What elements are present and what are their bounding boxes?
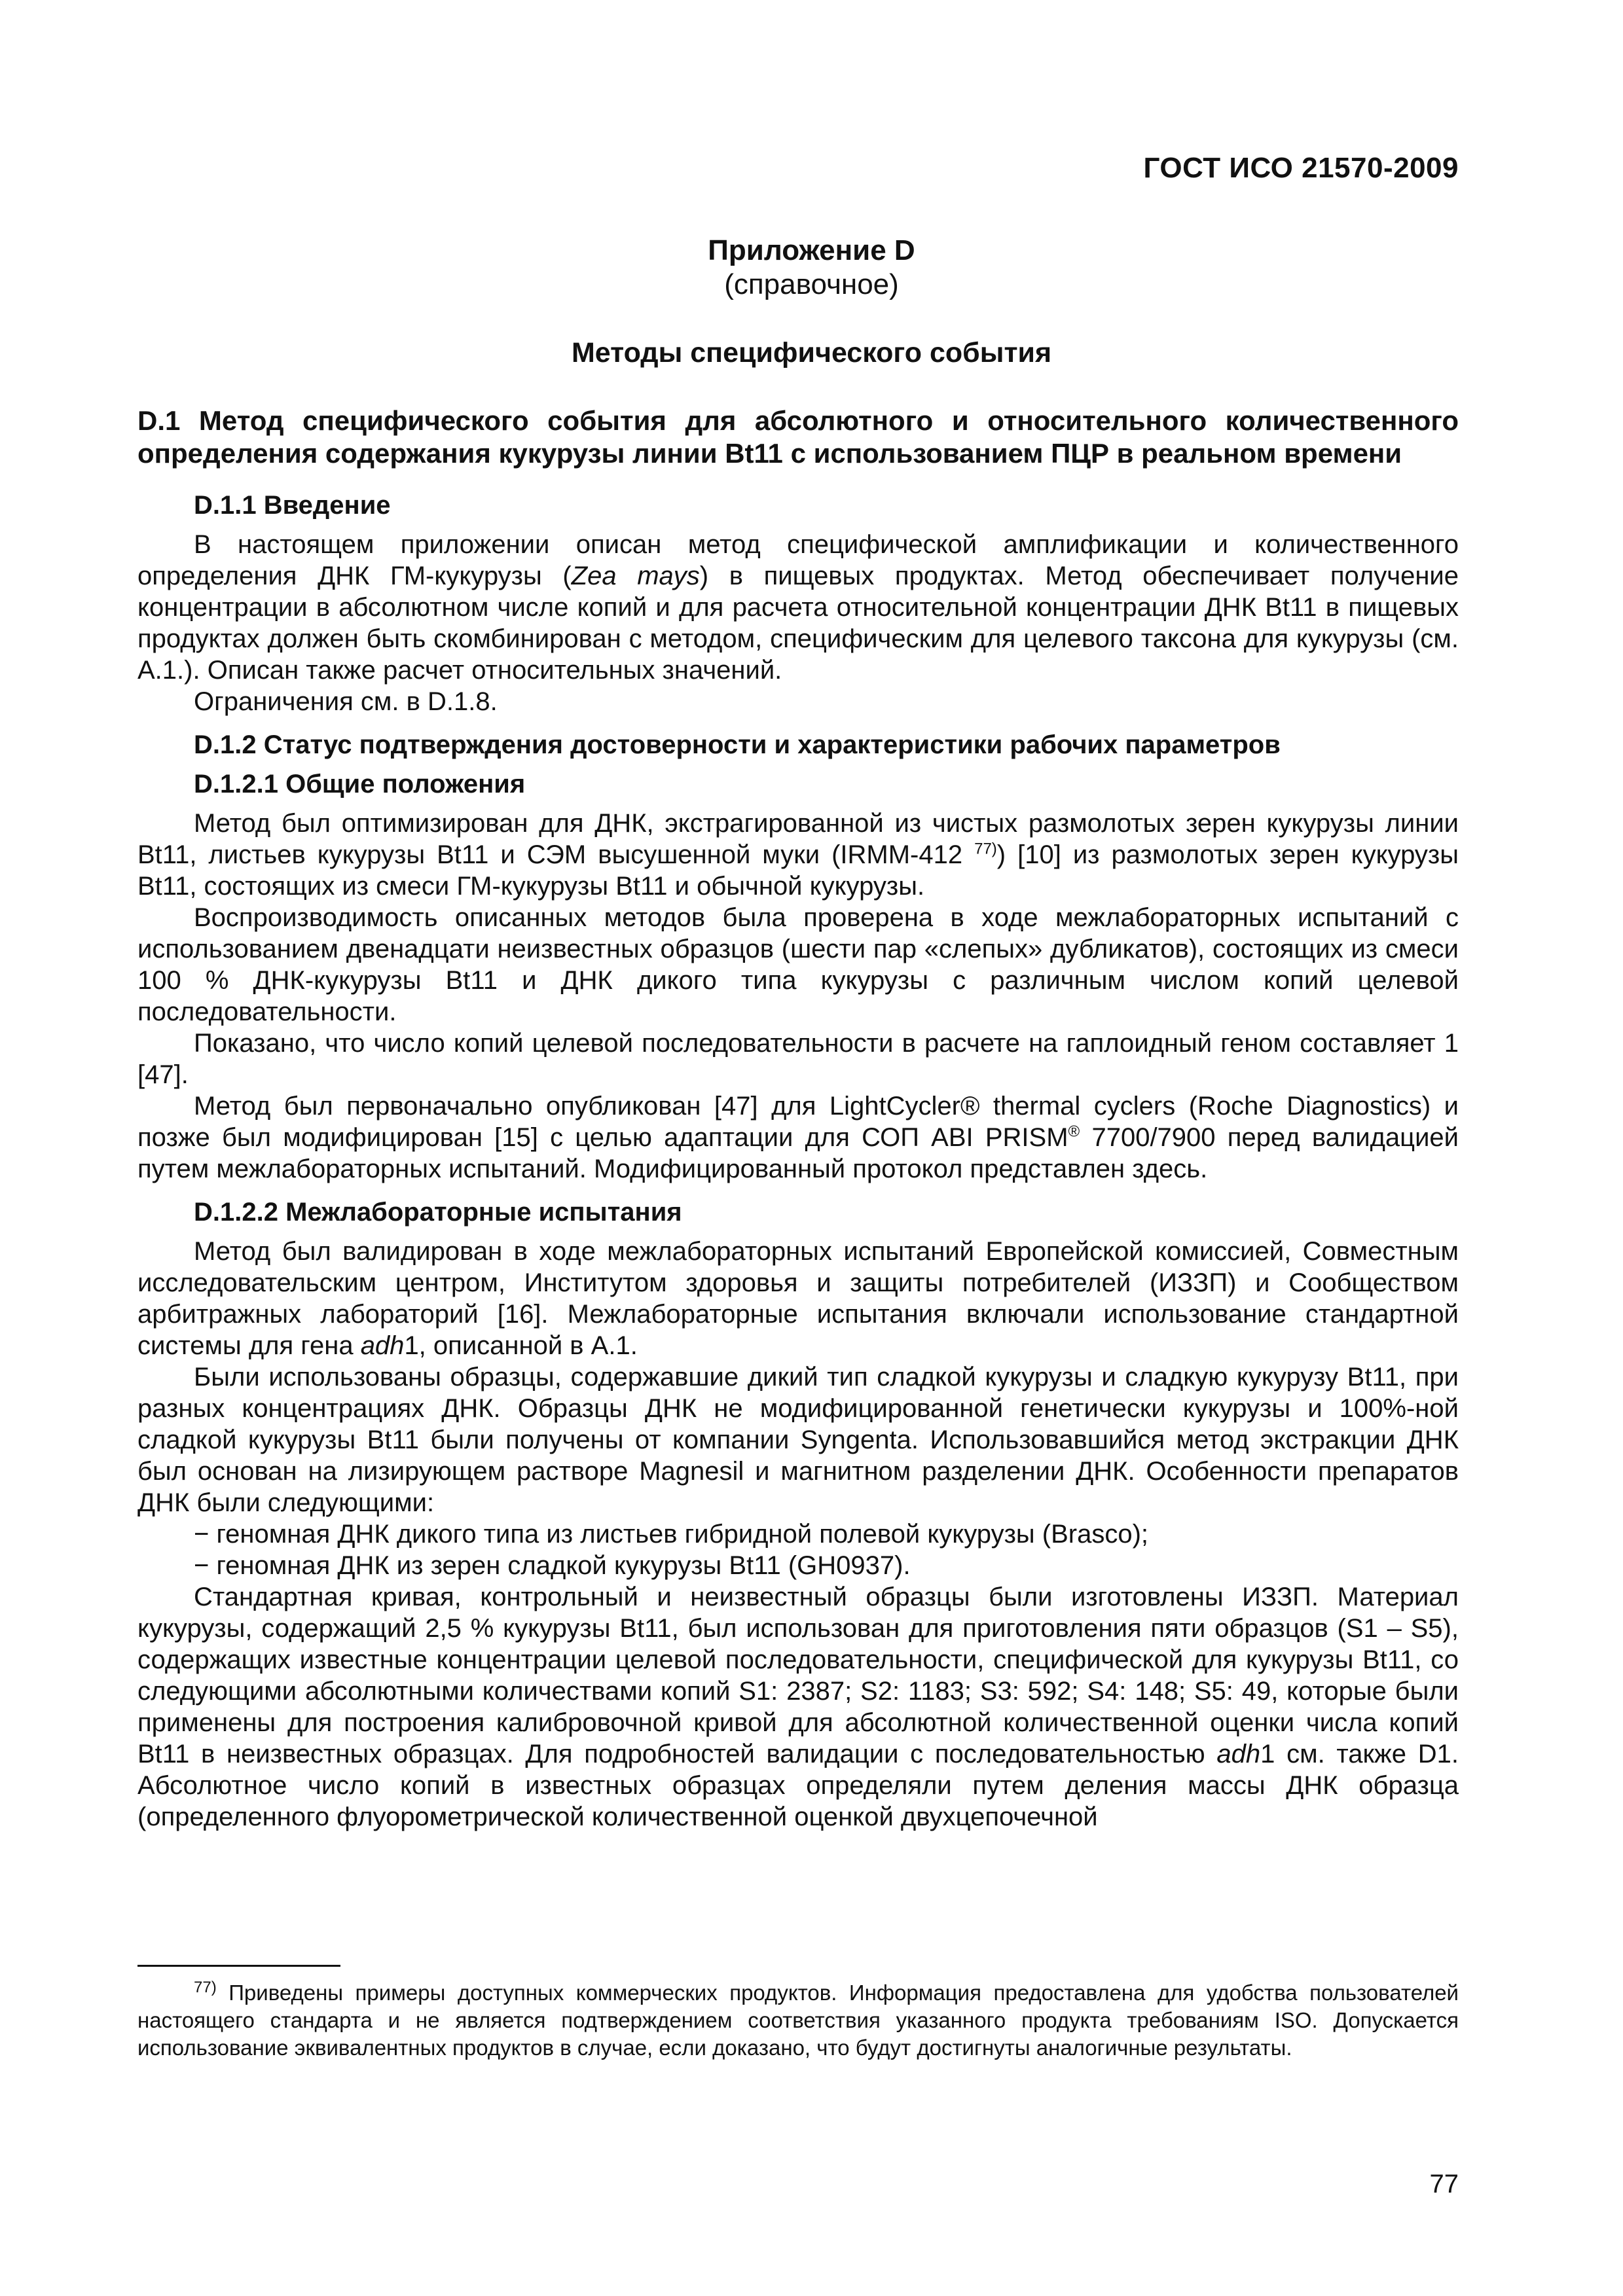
- page-number: 77: [1429, 2170, 1459, 2198]
- section-heading-d1-1: D.1.1 Введение: [194, 491, 391, 520]
- section-heading-d1-2-2: D.1.2.2 Межлабораторные испытания: [194, 1198, 682, 1227]
- paragraph: Метод был первоначально опубликован [47] для LightCycler® thermal cyclers (Roche Diagnostics) и позже был модифицирован [15] с целью адаптации для СОП ABI PRISM® 7700/7900 перед валидацией путем межлабораторных испытаний. Модифицированный протокол представлен здесь.: [137, 1092, 1459, 1183]
- annex-title: Приложение D: [708, 234, 915, 266]
- annex-type: (справочное): [724, 268, 899, 300]
- paragraph: Стандартная кривая, контрольный и неизвестный образцы были изготовлены ИЗЗП. Материал кукурузы, содержащий 2,5 % кукурузы Bt11, был использован для приготовления пяти образцов (S1 – S5), содержащих известные концентрации целевой последовательности, специфической для кукурузы Bt11, со следующими абсолютными количествами копий S1: 2387; S2: 1183; S3: 592; S4: 148; S5: 49, которые были применены для построения калибровочной кривой для абсолютной количественной оценки числа копий Bt11 в неизвестных образцах. Для подробностей валидации с последовательностью adh1 см. также D1. Абсолютное число копий в известных образцах определяли путем деления массы ДНК образца (определенного флуорометрической количественной оценкой двухцепочечной: [137, 1583, 1459, 1831]
- paragraph: Воспроизводимость описанных методов была проверена в ходе межлабораторных испытаний с использованием двенадцати неизвестных образцов (шести пар «слепых» дубликатов), состоящих из смеси 100 % ДНК-кукурузы Bt11 и ДНК дикого типа кукурузы с различным числом копий целевой последовательности.: [137, 903, 1459, 1026]
- footnote: $^{77)}$ Приведены примеры доступных коммерческих продуктов. Информация предоставлена для удобства пользователей настоящего стандарта и не является подтверждением соответствия указанного продукта требованиям ISO. Допускается использование эквивалентных продуктов в случае, если доказано, что будут достигнуты аналогичные результаты.: [137, 1979, 1459, 2060]
- paragraph: В настоящем приложении описан метод специфической амплификации и количественного определения ДНК ГМ-кукурузы (Zea mays) в пищевых продуктах. Метод обеспечивает получение концентрации в абсолютном числе копий и для расчета относительной концентрации ДНК Bt11 в пищевых продуктах должен быть скомбинирован с методом, специфическим для целевого таксона для кукурузы (см. A.1.). Описан также расчет относительных значений.: [137, 530, 1459, 685]
- section-heading-d1: D.1 Метод специфического события для абсолютного и относительного количественного определения содержания кукурузы линии Bt11 с использованием ПЦР в реальном времени: [137, 405, 1459, 469]
- paragraph: Метод был оптимизирован для ДНК, экстрагированной из чистых размолотых зерен кукурузы линии Bt11, листьев кукурузы Bt11 и СЭМ высушенной муки (IRMM-412 $^{77)}$) [10] из размолотых зерен кукурузы Bt11, состоящих из смеси ГМ-кукурузы Bt11 и обычной кукурузы.: [137, 809, 1459, 901]
- footnote-marker: 77): [194, 1979, 217, 1996]
- paragraph: Метод был валидирован в ходе межлабораторных испытаний Европейской комиссией, Совместным исследовательским центром, Институтом здоровья и защиты потребителей (ИЗЗП) и Сообществом арбитражных лабораторий [16]. Межлабораторные испытания включали использование стандартной системы для гена adh1, описанной в A.1.: [137, 1237, 1459, 1360]
- footnote-ref: 77): [974, 840, 997, 858]
- footnote-divider: [137, 1965, 340, 1967]
- paragraph: Были использованы образцы, содержавшие дикий тип сладкой кукурузы и сладкую кукурузу Bt11, при разных концентрациях ДНК. Образцы ДНК не модифицированной генетически кукурузы и 100%-ной сладкой кукурузы Bt11 были получены от компании Syngenta. Использовавшийся метод экстракции ДНК был основан на лизирующем растворе Magnesil и магнитном разделении ДНК. Особенности препаратов ДНК были следующими:: [137, 1363, 1459, 1517]
- section-heading-d1-2-1: D.1.2.1 Общие положения: [194, 770, 526, 798]
- section-heading-d1-2: D.1.2 Статус подтверждения достоверности и характеристики рабочих параметров: [194, 730, 1281, 759]
- list-item: − геномная ДНК дикого типа из листьев гибридной полевой кукурузы (Brasco);: [194, 1520, 1149, 1549]
- list-item: − геномная ДНК из зерен сладкой кукурузы Bt11 (GH0937).: [194, 1551, 911, 1580]
- document-body: [137, 404, 1459, 1833]
- paragraph: Ограничения см. в D.1.8.: [194, 687, 498, 716]
- paragraph: Показано, что число копий целевой последовательности в расчете на гаплоидный геном составляет 1 [47].: [137, 1029, 1459, 1089]
- methods-title: Методы специфического события: [571, 337, 1052, 368]
- standard-number: ГОСТ ИСО 21570-2009: [1143, 152, 1459, 184]
